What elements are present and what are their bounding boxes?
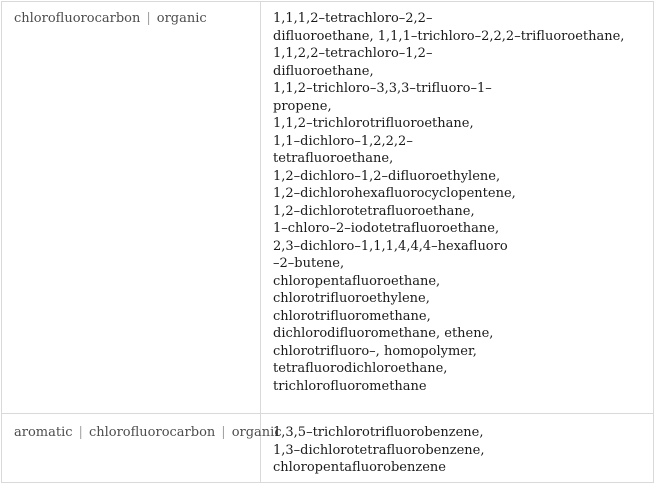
compound-list-cell: 1,3,5–trichlorotrifluorobenzene, 1,3–dichlorotetrafluorobenzene, chloropentafluorobenzene: [273, 425, 485, 475]
category-label: chlorofluorocarbon: [14, 11, 141, 26]
table-row: [2, 414, 653, 482]
category-label: organic: [231, 425, 282, 440]
category-cell: [2, 2, 261, 413]
compound-table: [1, 1, 654, 483]
compound-list-cell: 1,1,1,2–tetrachloro–2,2– difluoroethane, 1,1,1–trichloro–2,2,2–trifluoroethane, 1,1,2,2–tetrachloro–1,2– difluoroethane, 1,1,2–trichloro–3,3,3–trifluoro–1– propene, 1,1,2–trichlorotrifluoroethane, 1,1–dichloro–1,2,2,2– tetrafluoroethane, 1,2–dichloro–1,2–difluoroethylene, 1,2–dichlorohexafluorocyclopentene, 1,2–dichlorotetrafluoroethane, 1–chloro–2–iodotetrafluoroethane, 2,3–dichloro–1,1,1,4,4,4–hexafluoro –2–butene, chloropentafluoroethane, chlorotrifluoroethylene, chlorotrifluoromethane, dichlorodifluoromethane, ethene, chlorotrifluoro–, homopolymer, tetrafluorodichloroethane, trichlorofluoromethane: [273, 11, 625, 394]
category-separator: |: [78, 425, 83, 440]
category-separator: |: [221, 425, 226, 440]
category-label: organic: [156, 11, 207, 26]
category-label: chlorofluorocarbon: [88, 425, 216, 440]
category-separator: |: [146, 11, 151, 26]
category-label: aromatic: [14, 425, 73, 440]
table-row: [2, 2, 653, 414]
category-cell: [2, 414, 282, 482]
